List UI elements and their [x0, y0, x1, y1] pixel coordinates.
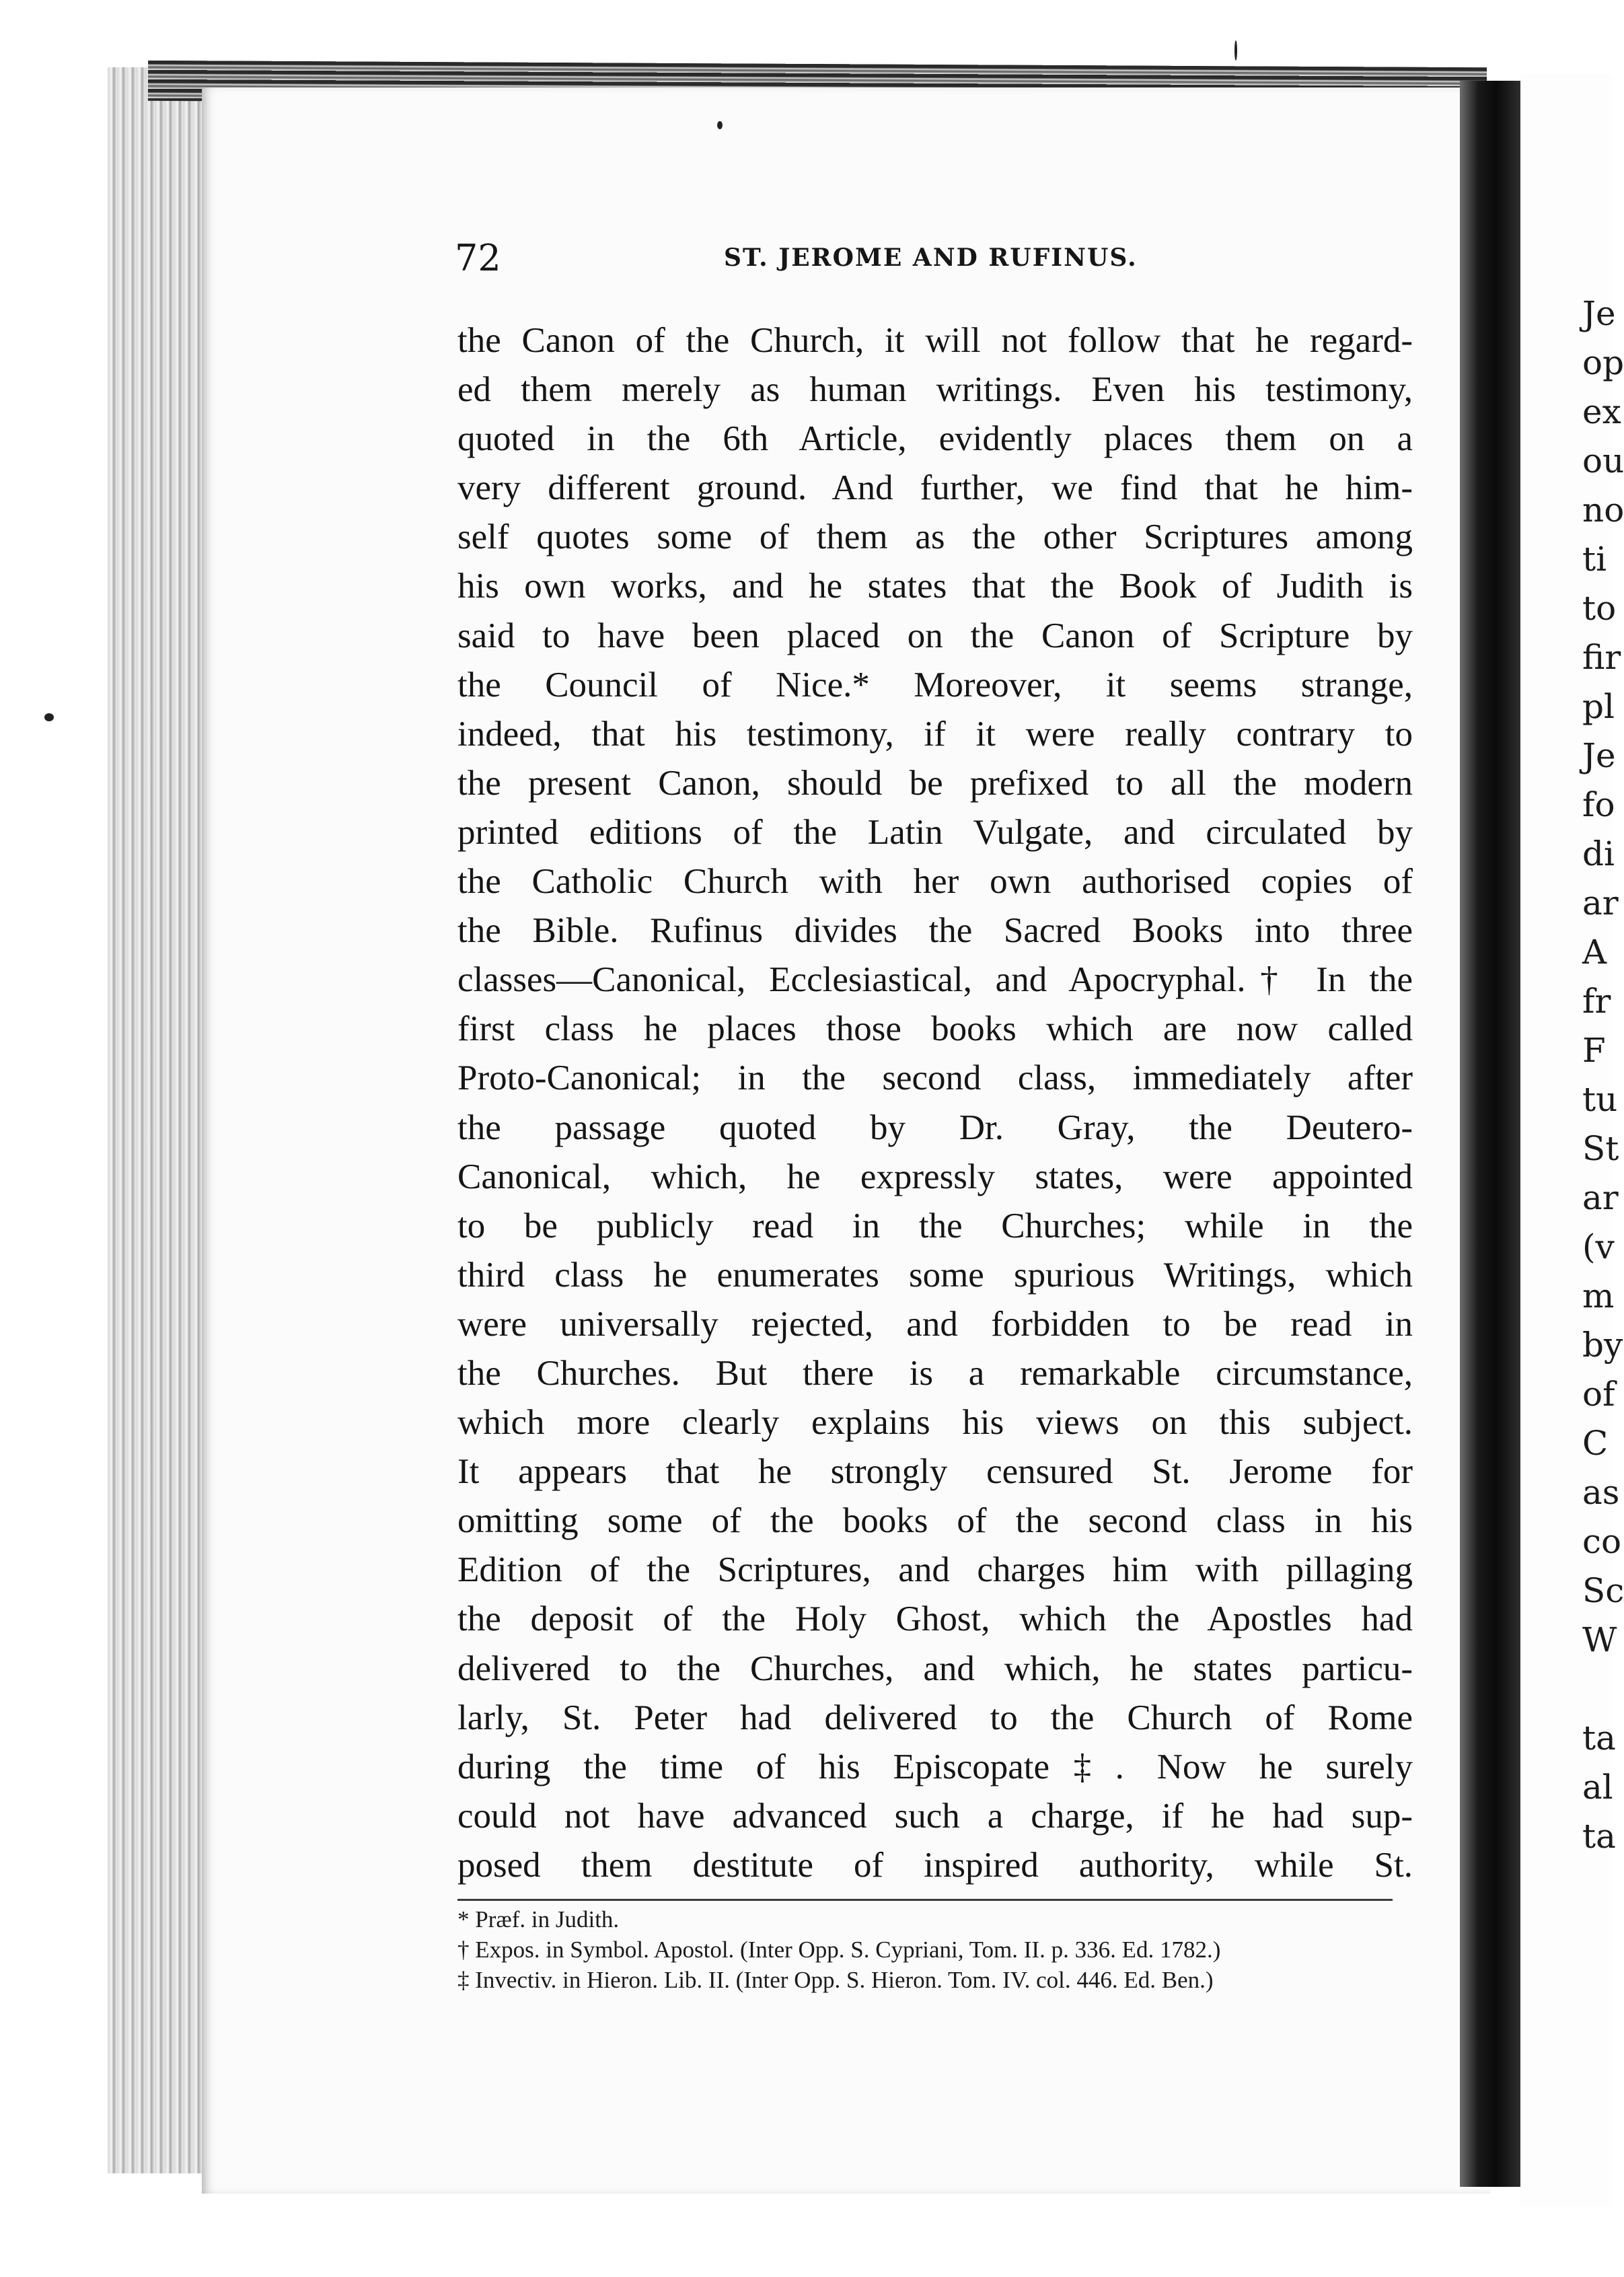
facing-page-fragment: of [1582, 1375, 1615, 1414]
text-line: ed them merely as human writings. Even his testimony, [457, 370, 1413, 410]
facing-page-fragment: op [1582, 343, 1624, 382]
footnotes [457, 1904, 1413, 1995]
footnote: * Præf. in Judith. [457, 1906, 620, 1932]
facing-page-fragment: Je [1582, 736, 1616, 775]
text-line: the present Canon, should be prefixed to all the modern [457, 763, 1413, 803]
facing-page-fragment: m [1582, 1276, 1615, 1315]
page-number: 72 [455, 237, 501, 279]
facing-page-fragment [1582, 1665, 1624, 1714]
footnote: ‡ Invectiv. in Hieron. Lib. II. (Inter Opp. S. Hieron. Tom. IV. col. 446. Ed. Ben.) [457, 1967, 1214, 1993]
running-head [455, 237, 1410, 284]
text-line: the deposit of the Holy Ghost, which the Apostles had [457, 1599, 1413, 1639]
facing-page-fragment: no [1582, 491, 1624, 530]
facing-page-fragment: ex [1582, 392, 1621, 431]
running-title: ST. JEROME AND RUFINUS. [724, 244, 1138, 272]
text-line: to be publicly read in the Churches; while in the [457, 1206, 1413, 1245]
facing-page-fragment: A [1582, 933, 1607, 972]
text-line: indeed, that his testimony, if it were really contrary to [457, 714, 1413, 754]
text-line: which more clearly explains his views on this subject. [457, 1403, 1413, 1443]
facing-page-fragment: ti [1582, 540, 1607, 579]
facing-page-fragment: tu [1582, 1080, 1618, 1119]
facing-page-fragment: by [1582, 1326, 1623, 1365]
text-line: the Bible. Rufinus divides the Sacred Books into three [457, 911, 1413, 951]
text-line: Proto-Canonical; in the second class, immediately after [457, 1058, 1413, 1098]
facing-page-fragment: fr [1582, 982, 1611, 1021]
text-line: said to have been placed on the Canon of Scripture by [457, 616, 1413, 655]
ink-speck [1234, 40, 1237, 61]
text-line: the Canon of the Church, it will not follow that he regard- [457, 321, 1413, 360]
text-line: the Catholic Church with her own authorised copies of [457, 862, 1413, 902]
facing-page-fragment: pl [1582, 687, 1615, 726]
facing-page-fragment: ar [1582, 883, 1619, 923]
text-line: self quotes some of them as the other Scriptures among [457, 517, 1413, 557]
text-line: first class he places those books which are now called [457, 1009, 1413, 1049]
text-line: It appears that he strongly censured St. Jerome for [457, 1452, 1413, 1492]
facing-page-fragment: al [1582, 1768, 1613, 1807]
facing-page-fragment: co [1582, 1522, 1622, 1561]
book-gutter [1460, 81, 1520, 2187]
body-text [457, 316, 1413, 1890]
text-line: the passage quoted by Dr. Gray, the Deutero- [457, 1108, 1413, 1147]
text-line: the Churches. But there is a remarkable circumstance, [457, 1353, 1413, 1393]
text-line: very different ground. And further, we find that he him- [457, 468, 1413, 508]
text-line: Edition of the Scriptures, and charges him with pillaging [457, 1550, 1413, 1590]
facing-page-fragment: ar [1582, 1178, 1619, 1217]
facing-page-fragment: St [1582, 1129, 1619, 1168]
text-line: classes—Canonical, Ecclesiastical, and Apocryphal.† In the [457, 960, 1413, 1000]
facing-page-fragment: ta [1582, 1719, 1616, 1758]
facing-page-fragment: W [1582, 1620, 1617, 1659]
text-line: could not have advanced such a charge, if he had sup- [457, 1796, 1413, 1836]
facing-page-fragment: to [1582, 589, 1617, 628]
text-line: third class he enumerates some spurious Writings, which [457, 1255, 1413, 1295]
facing-page-fragment: Sc [1582, 1571, 1624, 1610]
text-line: Canonical, which, he expressly states, were appointed [457, 1157, 1413, 1196]
text-line: were universally rejected, and forbidden to be read in [457, 1304, 1413, 1344]
ink-speck [44, 713, 54, 721]
text-line: posed them destitute of inspired authority, while St. [457, 1845, 1413, 1885]
text-line: quoted in the 6th Article, evidently places them on a [457, 419, 1413, 459]
text-line: delivered to the Churches, and which, he states particu- [457, 1649, 1413, 1688]
facing-page-fragment: (v [1582, 1227, 1615, 1266]
facing-page-fragment: ta [1582, 1817, 1616, 1856]
footnote-divider [457, 1899, 1393, 1901]
text-line: larly, St. Peter had delivered to the Church of Rome [457, 1698, 1413, 1737]
ink-speck [717, 121, 723, 129]
facing-page-fragment: di [1582, 834, 1615, 873]
text-line: the Council of Nice.* Moreover, it seems strange, [457, 665, 1413, 704]
text-line: printed editions of the Latin Vulgate, and circulated by [457, 812, 1413, 852]
facing-page-fragment: F [1582, 1031, 1606, 1070]
facing-page-text-fragments [1582, 289, 1624, 1861]
text-line: during the time of his Episcopate‡. Now he surely [457, 1747, 1413, 1786]
facing-page-fragment: Je [1582, 294, 1616, 333]
facing-page-fragment: fo [1582, 785, 1615, 824]
facing-page-fragment: fir [1582, 638, 1621, 677]
facing-page-fragment: as [1582, 1473, 1620, 1512]
footnote: † Expos. in Symbol. Apostol. (Inter Opp. S. Cypriani, Tom. II. p. 336. Ed. 1782.) [457, 1937, 1221, 1963]
facing-page-fragment: C [1582, 1424, 1609, 1463]
text-line: his own works, and he states that the Book of Judith is [457, 567, 1413, 606]
facing-page-fragment: ou [1582, 441, 1624, 480]
text-line: omitting some of the books of the second class in his [457, 1501, 1413, 1541]
